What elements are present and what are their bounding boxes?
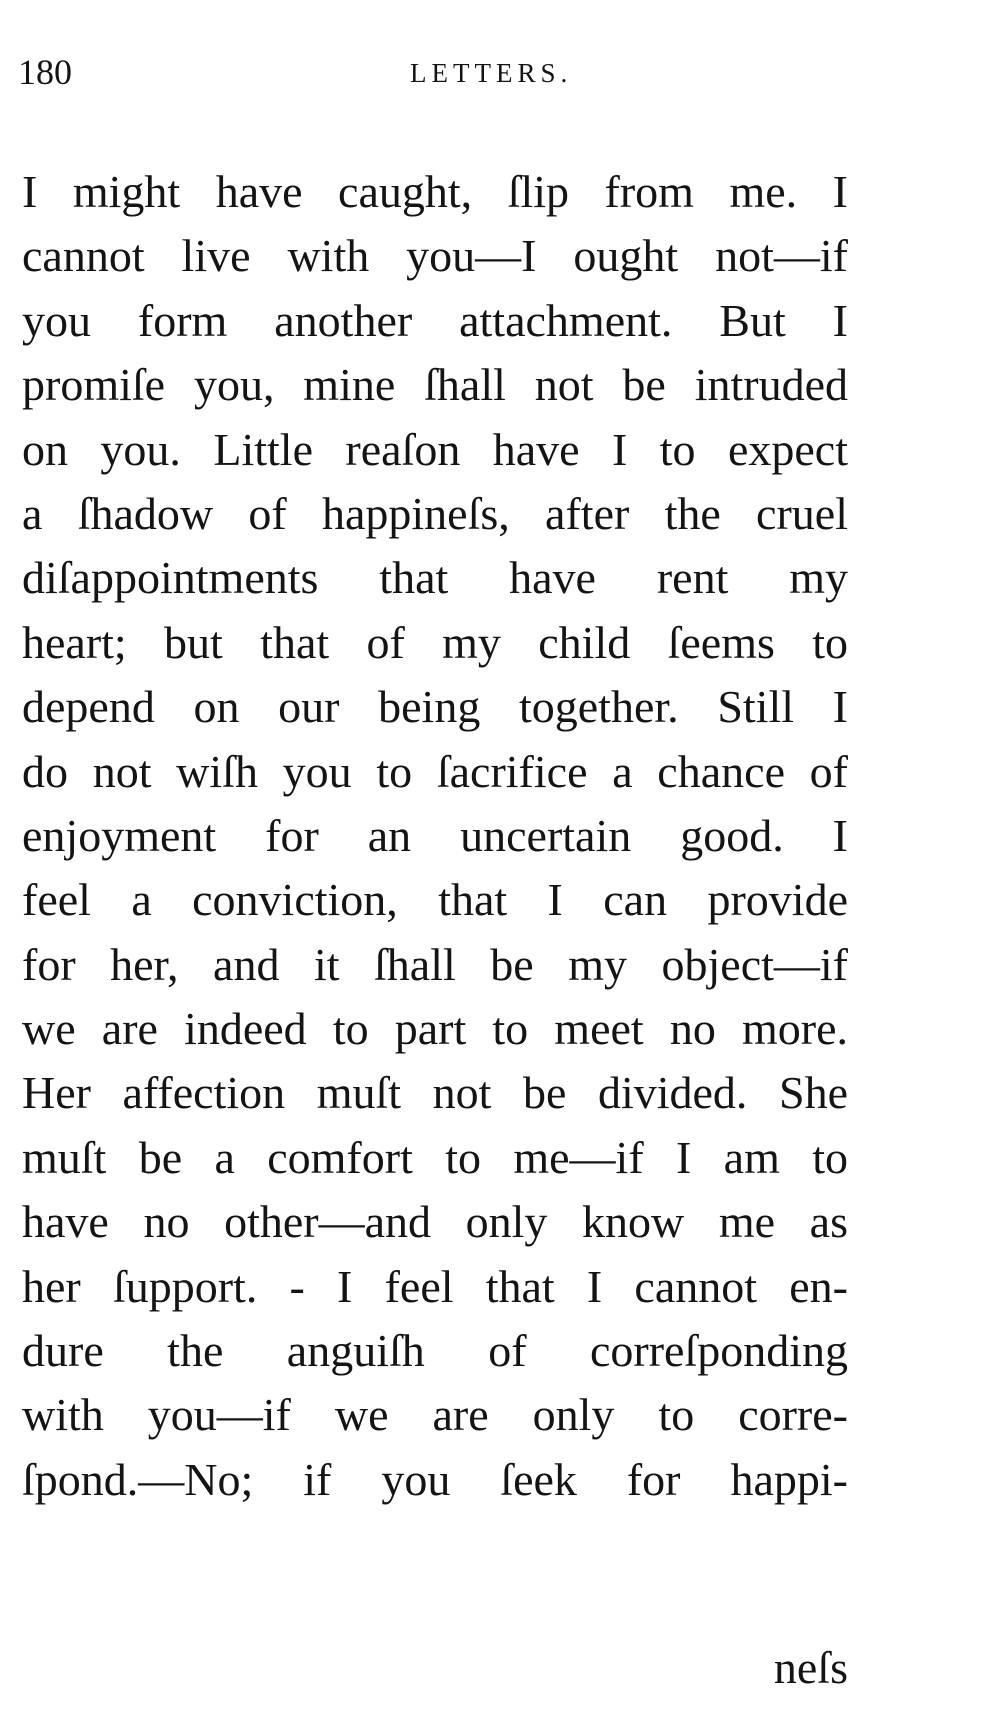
text-line: have no other—and only know me as <box>22 1196 848 1248</box>
text-line: on you. Little reaſon have I to expect <box>22 423 848 475</box>
text-line: ſpond.—No; if you ſeek for happi- <box>22 1453 848 1505</box>
text-line: dure the anguiſh of correſponding <box>22 1325 848 1377</box>
catchword: neſs <box>773 1642 848 1693</box>
text-line: we are indeed to part to meet no more. <box>22 1003 848 1055</box>
text-line: Her affection muſt not be divided. She <box>22 1067 848 1119</box>
text-line: muſt be a comfort to me—if I am to <box>22 1131 848 1183</box>
text-line: enjoyment for an uncertain good. I <box>22 809 848 861</box>
text-line: a ſhadow of happineſs, after the cruel <box>22 487 848 539</box>
text-line: with you—if we are only to corre- <box>22 1389 848 1441</box>
text-line: you form another attachment. But I <box>22 294 848 346</box>
text-line: depend on our being together. Still I <box>22 681 848 733</box>
text-line: diſappointments that have rent my <box>22 552 848 604</box>
text-line: do not wiſh you to ſacrifice a chance of <box>22 745 848 797</box>
text-line: for her, and it ſhall be my object—if <box>22 938 848 990</box>
text-line: feel a conviction, that I can provide <box>22 874 848 926</box>
text-line: promiſe you, mine ſhall not be intruded <box>22 359 848 411</box>
letter-text-block <box>22 160 848 1512</box>
text-line: cannot live with you—I ought not—if <box>22 230 848 282</box>
running-head: LETTERS. <box>410 58 573 88</box>
text-line: her ſupport. - I feel that I cannot en- <box>22 1260 848 1312</box>
text-line: heart; but that of my child ſeems to <box>22 616 848 668</box>
page-number: 180 <box>18 52 72 92</box>
text-line: I might have caught, ſlip from me. I <box>22 166 848 217</box>
